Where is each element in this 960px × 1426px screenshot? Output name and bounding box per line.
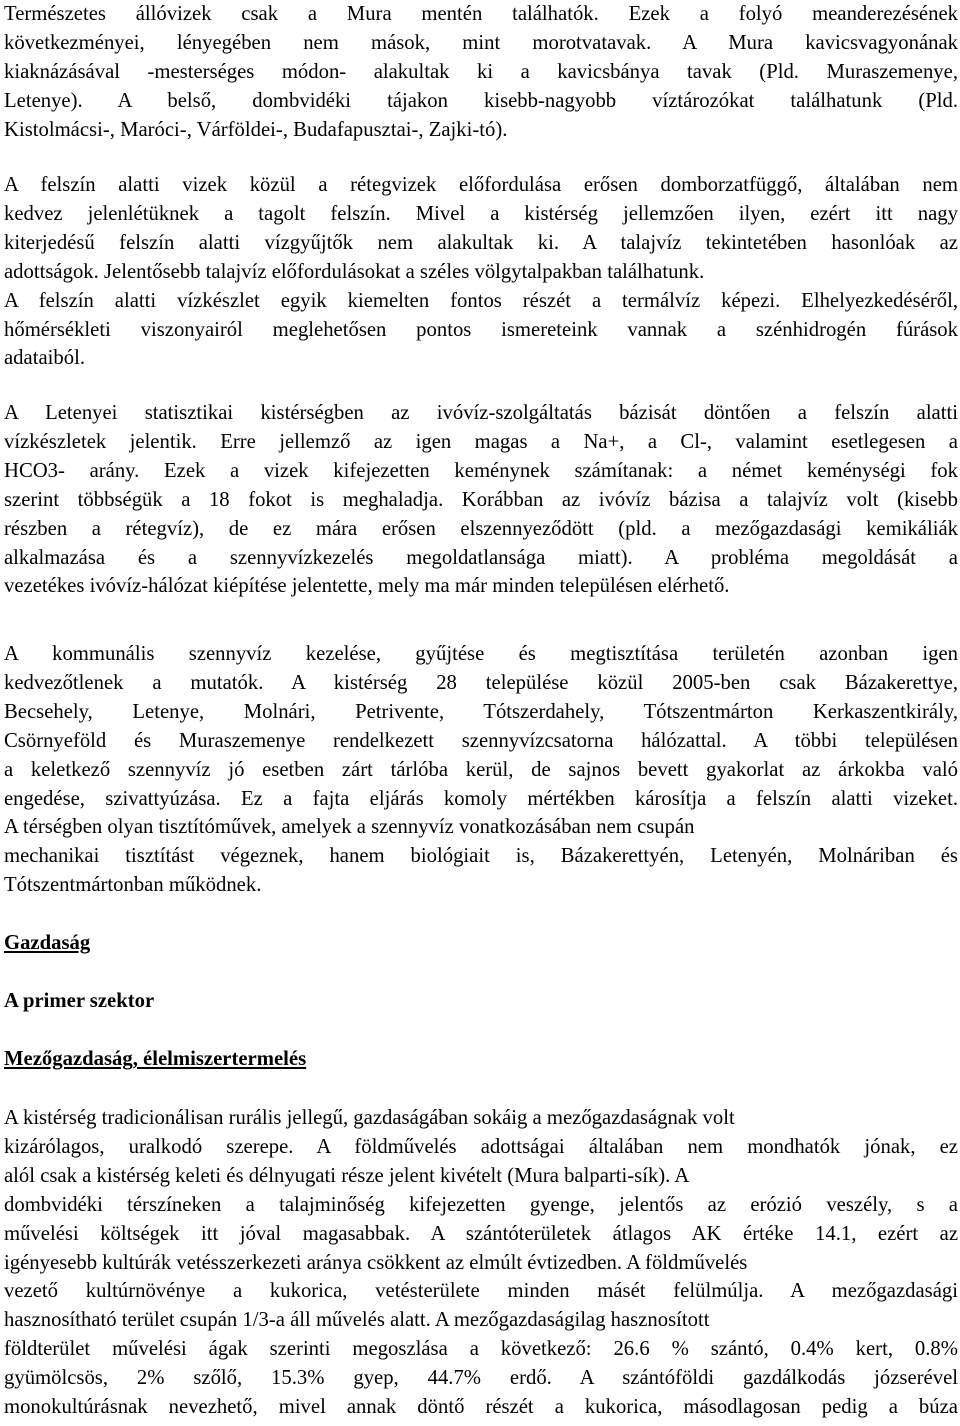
text-line: gyümölcsös, 2% szőlő, 15.3% gyep, 44.7% erdő. A szántóföldi gazdálkodás józserével	[4, 1367, 958, 1390]
text-line: mechanikai tisztítást végeznek, hanem biológiait is, Bázakerettyén, Letenyén, Molnáriban és	[4, 845, 958, 868]
text-line: kiaknázásával -mesterséges módon- alakultak ki a kavicsbánya tavak (Pld. Muraszemenye,	[4, 60, 958, 83]
text-line: vízkészletek jelentik. Erre jellemző az igen magas a Na+, a Cl-, valamint esetlegesen a	[4, 430, 958, 453]
text-line: szerint többségük a 18 fokot is meghaladja. Korábban az ivóvíz bázisa a talajvíz volt (kisebb	[4, 488, 958, 511]
text-line: kizárólagos, uralkodó szerepe. A földművelés adottságai általában nem mondhatók jónak, ez	[4, 1135, 958, 1158]
text-line: a keletkező szennyvíz jó esetben zárt tárlóba kerül, de sajnos bevett gyakorlat az árkokba való	[4, 758, 958, 781]
text-line: hasznosítható terület csupán 1/3-a áll művelés alatt. A mezőgazdaságilag hasznosított	[4, 1309, 710, 1332]
text-line: Tótszentmártonban működnek.	[4, 874, 262, 897]
text-line: Kistolmácsi-, Maróci-, Várföldei-, Budafapusztai-, Zajki-tó).	[4, 118, 508, 141]
text-line: Csörnyeföld és Muraszemenye rendelkezett szennyvízcsatorna hálózattal. A többi településen	[4, 729, 958, 752]
text-line: monokultúrásnak nevezhető, mivel annak döntő részét a kukorica, másodlagosan pedig a búza	[4, 1396, 958, 1419]
text-line: A felszín alatti vizek közül a rétegvizek előfordulása erősen domborzatfüggő, általában nem	[4, 174, 958, 196]
paragraph-agriculture	[4, 1104, 958, 1422]
text-line: A térségben olyan tisztítóművek, amelyek a szennyvíz vonatkozásában nem csupán	[4, 816, 695, 839]
text-line: vezetékes ivóvíz-hálózat kiépítése jelentette, mely ma már minden településen elérhető.	[4, 575, 730, 598]
text-line: A Letenyei statisztikai kistérségben az ivóvíz-szolgáltatás bázisát döntően a felszín alatti	[4, 402, 958, 424]
paragraph-groundwater	[4, 171, 958, 373]
text-line: engedése, szivattyúzása. Ez a fajta eljárás komoly mértékben károsítja a felszín alatti vizeket.	[4, 787, 958, 810]
paragraph-standing-waters	[4, 0, 958, 145]
text-line: igényesebb kultúrák vetésszerkezeti aránya csökkent az elmúlt évtizedben. A földművelés	[4, 1251, 748, 1274]
text-line: részben a rétegvíz), de ez mára erősen elszennyeződött (pld. a mezőgazdasági kemikáliák	[4, 517, 958, 540]
text-line: adottságok. Jelentősebb talajvíz előfordulásokat a széles völgytalpakban találhatunk.	[4, 260, 705, 283]
text-line: A kistérség tradicionálisan rurális jellegű, gazdaságában sokáig a mezőgazdaságnak volt	[4, 1107, 735, 1129]
text-line: vezető kultúrnövénye a kukorica, vetésterülete minden másét felülmúlja. A mezőgazdasági	[4, 1280, 958, 1303]
text-line: Természetes állóvizek csak a Mura mentén találhatók. Ezek a folyó meanderezésének	[4, 3, 958, 25]
section-heading-gazdasag: Gazdaság	[4, 932, 91, 954]
text-line: kedvez jelenlétüknek a tagolt felszín. Mivel a kistérség jellemzően ilyen, ezért itt nagy	[4, 202, 958, 225]
paragraph-drinking-water	[4, 399, 958, 601]
text-line: alkalmazása és a szennyvízkezelés megoldatlansága miatt). A probléma megoldását a	[4, 546, 958, 569]
text-line: hőmérsékleti viszonyairól meglehetősen pontos ismereteink vannak a szénhidrogén fúrások	[4, 318, 958, 341]
text-line: HCO3- arány. Ezek a vizek kifejezetten keménynek számítanak: a német keménységi fok	[4, 459, 958, 482]
text-line: művelési költségek itt jóval magasabbak. A szántóterületek átlagos AK értéke 14.1, ezért az	[4, 1222, 958, 1245]
text-line: következményei, lényegében nem mások, mint morotvatavak. A Mura kavicsvagyonának	[4, 31, 958, 54]
text-line: adataiból.	[4, 347, 85, 370]
text-line: földterület művelési ágak szerinti megoszlása a következő: 26.6 % szántó, 0.4% kert, 0.8%	[4, 1338, 958, 1361]
text-line: Letenye). A belső, dombvidéki tájakon kisebb-nagyobb víztározókat találhatunk (Pld.	[4, 89, 958, 112]
section-heading-primer-szektor: A primer szektor	[4, 990, 155, 1012]
text-line: A kommunális szennyvíz kezelése, gyűjtése és megtisztítása területén azonban igen	[4, 643, 958, 665]
text-line: alól csak a kistérség keleti és délnyugati része jelent kivételt (Mura balparti-sík). A	[4, 1164, 690, 1187]
text-line: dombvidéki térszíneken a talajminőség kifejezetten gyenge, jelentős az erózió veszély, s a	[4, 1193, 958, 1216]
paragraph-sewage	[4, 640, 958, 900]
text-line: kiterjedésű felszín alatti vízgyűjtők nem alakultak ki. A talajvíz tekintetében hasonlóak az	[4, 231, 958, 254]
text-line: A felszín alatti vízkészlet egyik kiemelten fontos részét a termálvíz képezi. Elhelyezkedéséről,	[4, 289, 958, 312]
text-line: Becsehely, Letenye, Molnári, Petrivente, Tótszerdahely, Tótszentmárton Kerkaszentkirály,	[4, 700, 958, 723]
section-heading-mezogazdasag: Mezőgazdaság, élelmiszertermelés	[4, 1048, 307, 1070]
text-line: kedvezőtlenek a mutatók. A kistérség 28 települése közül 2005-ben csak Bázakerettye,	[4, 671, 958, 694]
